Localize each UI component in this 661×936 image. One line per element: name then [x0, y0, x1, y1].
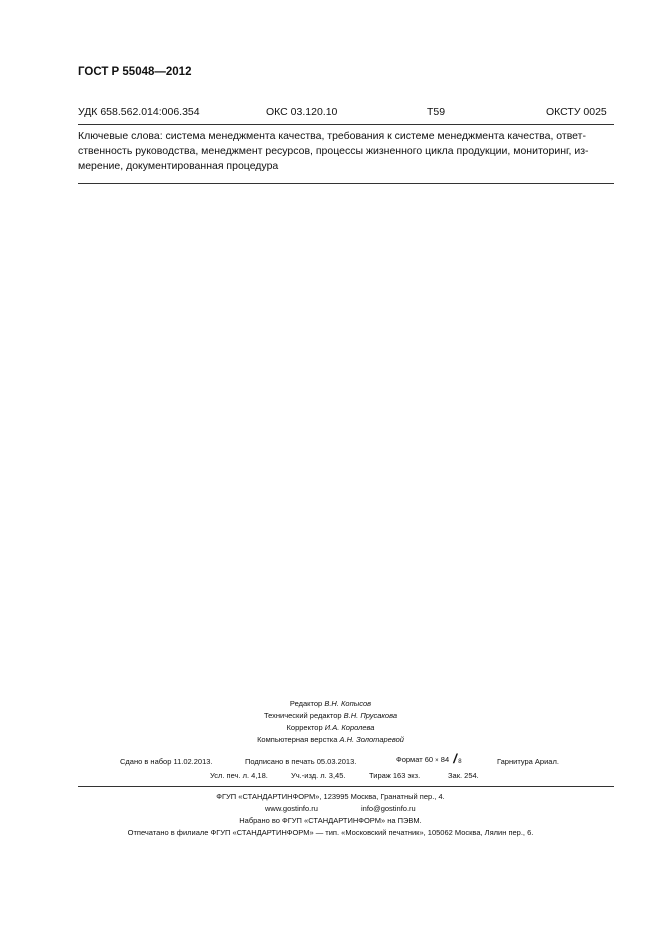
credit-tech-editor: Технический редактор В.Н. Прусакова — [263, 711, 398, 720]
publisher-email: info@gostinfo.ru — [361, 804, 416, 813]
imprint-sent: Сдано в набор 11.02.2013. — [120, 757, 213, 766]
divider-keywords — [78, 183, 614, 184]
keywords-block — [78, 129, 614, 174]
keywords-line-3: мерение, документированная процедура — [78, 160, 279, 172]
publisher-typeset: Набрано во ФГУП «СТАНДАРТИНФОРМ» на ПЭВМ. — [239, 816, 422, 825]
credit-corrector: Корректор И.А. Королева — [286, 723, 375, 732]
fraction-glyph: / 8 — [453, 751, 462, 766]
divider-imprint — [78, 786, 614, 787]
credit-layout: Компьютерная верстка А.Н. Золотаревой — [257, 735, 404, 744]
tech-editor-name: В.Н. Прусакова — [343, 711, 398, 720]
corrector-name: И.А. Королева — [324, 723, 375, 732]
editor-name: В.Н. Копысов — [324, 699, 372, 708]
imprint-uch: Уч.-изд. л. 3,45. — [291, 771, 346, 780]
imprint-tirazh: Тираж 163 экз. — [369, 771, 421, 780]
credit-editor: Редактор В.Н. Копысов — [289, 699, 372, 708]
publisher-website: www.gostinfo.ru — [265, 804, 318, 813]
keywords-line-1: Ключевые слова: система менеджмента качества, требования к системе менеджмента качества, ответ- — [78, 130, 586, 142]
imprint-signed: Подписано в печать 05.03.2013. — [245, 757, 357, 766]
oks-code: ОКС 03.120.10 — [266, 106, 338, 118]
t-code: Т59 — [427, 106, 446, 118]
keywords-line-2: ственность руководства, менеджмент ресурсов, процессы жизненного цикла продукции, мониторинг, из- — [78, 145, 589, 157]
okstu-code: ОКСТУ 0025 — [546, 106, 607, 118]
publisher-address: ФГУП «СТАНДАРТИНФОРМ», 123995 Москва, Гранатный пер., 4. — [216, 792, 445, 801]
udk-code: УДК 658.562.014:006.354 — [78, 106, 200, 118]
imprint-zak: Зак. 254. — [448, 771, 479, 780]
imprint-format: Формат 60 × 84 / 8 — [396, 751, 462, 766]
publisher-printed: Отпечатано в филиале ФГУП «СТАНДАРТИНФОРМ» — тип. «Московский печатник», 105062 Москва, Лялин пер., 6. — [127, 828, 534, 837]
layout-name: А.Н. Золотаревой — [339, 735, 404, 744]
imprint-font: Гарнитура Ариал. — [497, 757, 559, 766]
imprint-usl: Усл. печ. л. 4,18. — [210, 771, 268, 780]
divider-top — [78, 124, 614, 125]
document-number: ГОСТ Р 55048—2012 — [78, 66, 192, 78]
